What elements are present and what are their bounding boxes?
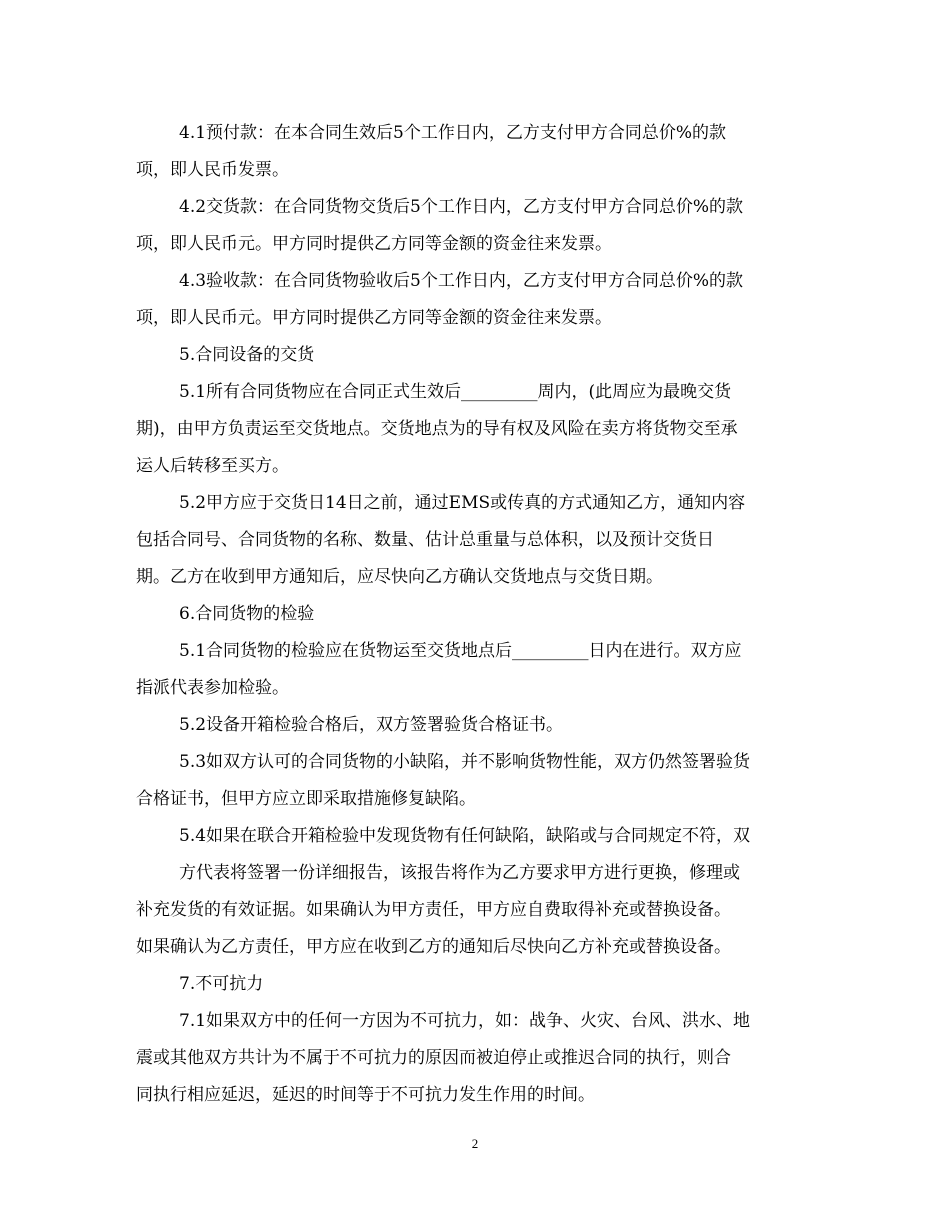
text-line: 项，即人民币发票。 bbox=[136, 160, 289, 180]
text-line: 补充发货的有效证据。如果确认为甲方责任，甲方应自费取得补充或替换设备。 bbox=[136, 900, 731, 920]
text-line: 项，即人民币元。甲方同时提供乙方同等金额的资金往来发票。 bbox=[136, 308, 612, 328]
text-line: 5.3如双方认可的合同货物的小缺陷，并不影响货物性能，双方仍然签署验货 bbox=[179, 752, 751, 772]
text-line: 4.3验收款：在合同货物验收后5个工作日内，乙方支付甲方合同总价%的款 bbox=[179, 271, 744, 291]
page-number: 2 bbox=[471, 1136, 479, 1151]
text-line: 项，即人民币元。甲方同时提供乙方同等金额的资金往来发票。 bbox=[136, 234, 612, 254]
text-line: 5.2甲方应于交货日14日之前，通过EMS或传真的方式通知乙方，通知内容 bbox=[179, 493, 746, 513]
text-line: 7.1如果双方中的任何一方因为不可抗力，如：战争、火灾、台风、洪水、地 bbox=[179, 1011, 751, 1031]
text-line: 同执行相应延迟，延迟的时间等于不可抗力发生作用的时间。 bbox=[136, 1085, 595, 1105]
text-line: 方代表将签署一份详细报告，该报告将作为乙方要求甲方进行更换，修理或 bbox=[179, 863, 740, 883]
section-heading: 5.合同设备的交货 bbox=[179, 345, 315, 365]
text-line: 5.1合同货物的检验应在货物运至交货地点后_________日内在进行。双方应 bbox=[179, 641, 742, 661]
text-line: 指派代表参加检验。 bbox=[136, 678, 289, 698]
section-heading: 6.合同货物的检验 bbox=[179, 604, 315, 624]
section-heading: 7.不可抗力 bbox=[179, 974, 264, 994]
text-line: 期)，由甲方负责运至交货地点。交货地点为的导有权及风险在卖方将货物交至承 bbox=[136, 419, 738, 439]
text-line: 5.4如果在联合开箱检验中发现货物有任何缺陷，缺陷或与合同规定不符，双 bbox=[179, 826, 751, 846]
text-line: 合格证书，但甲方应立即采取措施修复缺陷。 bbox=[136, 789, 476, 809]
document-body bbox=[136, 115, 814, 1114]
text-line: 震或其他双方共计为不属于不可抗力的原因而被迫停止或推迟合同的执行，则合 bbox=[136, 1048, 731, 1068]
text-line: 5.2设备开箱检验合格后，双方签署验货合格证书。 bbox=[179, 715, 564, 735]
text-line: 包括合同号、合同货物的名称、数量、估计总重量与总体积，以及预计交货日 bbox=[136, 530, 714, 550]
text-line: 如果确认为乙方责任，甲方应在收到乙方的通知后尽快向乙方补充或替换设备。 bbox=[136, 937, 731, 957]
text-line: 4.2交货款：在合同货物交货后5个工作日内，乙方支付甲方合同总价%的款 bbox=[179, 197, 744, 217]
text-line: 期。乙方在收到甲方通知后，应尽快向乙方确认交货地点与交货日期。 bbox=[136, 567, 663, 587]
text-line: 运人后转移至买方。 bbox=[136, 456, 289, 476]
text-line: 5.1所有合同货物应在合同正式生效后_________周内，(此周应为最晚交货 bbox=[179, 382, 732, 402]
text-line: 4.1预付款：在本合同生效后5个工作日内，乙方支付甲方合同总价%的款 bbox=[179, 123, 727, 143]
